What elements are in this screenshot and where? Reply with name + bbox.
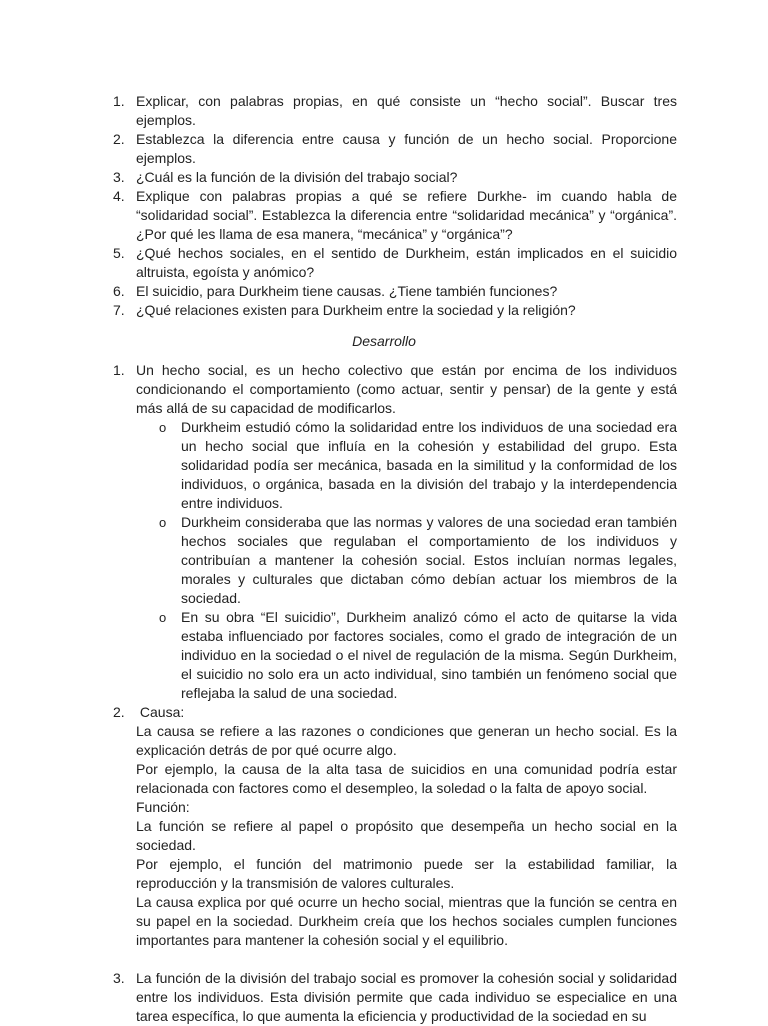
question-text: Explique con palabras propias a qué se refiere Durkhe- im cuando habla de “solidaridad social”. Establezca la diferencia entre “solidaridad mecánica” y “orgánica”. ¿Por qué les llama de esa manera, “mecánica” y “orgánica”? [136, 188, 677, 242]
document-page [0, 92, 768, 1026]
answer-line: Por ejemplo, la causa de la alta tasa de suicidios en una comunidad podría estar relacionada con factores como el desempleo, la soledad o la falta de apoyo social. [136, 761, 677, 796]
question-list [0, 92, 768, 320]
sub-item: o En su obra “El suicidio”, Durkheim analizó cómo el acto de quitarse la vida estaba influenciado por factores sociales, como el grado de integración de un individuo en la sociedad o el nivel de regulación de la misma. Según Durkheim, el suicidio no solo era un acto individual, sino también un fenómeno social que reflejaba la salud de una sociedad. [159, 609, 677, 701]
answer-item-2: 2. Causa: La causa se refiere a las razones o condiciones que generan un hecho social. Es la explicación detrás de por qué ocurre algo. Por ejemplo, la causa de la alta tasa de suicidios en una comunidad podría estar relacionada con factores como el desempleo, la soledad o la falta de apoyo social. Función: La función se refiere al papel o propósito que desempeña un hecho social en la sociedad. Por ejemplo, el función del matrimonio puede ser la estabilidad familiar, la reproducción y la transmisión de valores culturales. La causa explica por qué ocurre un hecho social, mientras que la función se centra en su papel en la sociedad. Durkheim creía que los hechos sociales cumplen funciones importantes para mantener la cohesión social y el equilibrio. [113, 704, 677, 948]
sub-item: o Durkheim estudió cómo la solidaridad entre los individuos de una sociedad era un hecho social que influía en la cohesión y estabilidad del grupo. Esta solidaridad podía ser mecánica, basada en la similitud y la conformidad de los individuos, o orgánica, basada en la división del trabajo y la interdependencia entre individuos. [159, 419, 677, 511]
answer-line: Por ejemplo, el función del matrimonio puede ser la estabilidad familiar, la reproducción y la transmisión de valores culturales. [136, 856, 677, 891]
question-text: El suicidio, para Durkheim tiene causas. ¿Tiene también funciones? [136, 283, 558, 299]
spacer [136, 950, 677, 969]
question-item: 4. Explique con palabras propias a qué se refiere Durkhe- im cuando habla de “solidaridad social”. Establezca la diferencia entre “solidaridad mecánica” y “orgánica”. ¿Por qué les llama de esa manera, “mecánica” y “orgánica”? [113, 188, 677, 242]
answer-list [0, 361, 768, 1026]
answer-line: Causa: [136, 704, 185, 720]
answer-line: La función se refiere al papel o propósito que desempeña un hecho social en la sociedad. [136, 818, 677, 853]
question-item: 2. Establezca la diferencia entre causa y función de un hecho social. Proporcione ejemplos. [113, 131, 677, 166]
bullet-icon: o [159, 420, 167, 435]
question-text: ¿Qué hechos sociales, en el sentido de Durkheim, están implicados en el suicidio altruista, egoísta y anómico? [136, 245, 677, 280]
answer-sublist [136, 418, 677, 703]
answer-item-1: 1. Un hecho social, es un hecho colectivo que están por encima de los individuos condicionando el comportamiento (como actuar, sentir y pensar) de la gente y está más allá de su capacidad de modificarlos. o Durkheim estudió cómo la solidaridad entre los individuos de una sociedad era un hecho social que influía en la cohesión y estabilidad del grupo. Esta solidaridad podía ser mecánica, basada en la similitud y la conformidad de los individuos, o orgánica, basada en la división del trabajo y la interdependencia entre individuos. o Durkheim consideraba que las normas y valores de una sociedad eran también hechos sociales que regulaban el comportamiento de los individuos y contribuían a mantener la cohesión social. Estos incluían normas legales, morales y culturales que dictaban cómo debían actuar los miembros de la sociedad. o En su obra “El suicidio”, Durkheim analizó cómo el acto de quitarse la vida estaba influenciado por factores sociales, como el grado de integración de un individuo en la sociedad o el nivel de regulación de la misma. Según Durkheim, el suicidio no solo era un acto individual, sino también un fenómeno social que reflejaba la salud de una sociedad. [113, 362, 677, 701]
question-item: 1. Explicar, con palabras propias, en qué consiste un “hecho social”. Buscar tres ejemplos. [113, 93, 677, 128]
answer-text: La función de la división del trabajo social es promover la cohesión social y solidaridad entre los individuos. Esta división permite que cada individuo se especialice en una tarea específica, lo que aumenta la eficiencia y productividad de la sociedad en su [136, 970, 677, 1024]
bullet-icon: o [159, 515, 167, 530]
question-item: 3. ¿Cuál es la función de la división del trabajo social? [113, 169, 458, 185]
answer-item-3: 3. La función de la división del trabajo social es promover la cohesión social y solidaridad entre los individuos. Esta división permite que cada individuo se especialice en una tarea específica, lo que aumenta la eficiencia y productividad de la sociedad en su [113, 970, 677, 1024]
question-item: 7. ¿Qué relaciones existen para Durkheim entre la sociedad y la religión? [113, 302, 576, 318]
answer-text: Un hecho social, es un hecho colectivo que están por encima de los individuos condicionando el comportamiento (como actuar, sentir y pensar) de la gente y está más allá de su capacidad de modificarlos. [136, 362, 677, 416]
question-text: Explicar, con palabras propias, en qué consiste un “hecho social”. Buscar tres ejemplos. [136, 93, 677, 128]
question-text: Establezca la diferencia entre causa y función de un hecho social. Proporcione ejemplos. [136, 131, 677, 166]
bullet-icon: o [159, 610, 167, 625]
sub-item: o Durkheim consideraba que las normas y valores de una sociedad eran también hechos sociales que regulaban el comportamiento de los individuos y contribuían a mantener la cohesión social. Estos incluían normas legales, morales y culturales que dictaban cómo debían actuar los miembros de la sociedad. [159, 514, 677, 606]
answer-line: La causa explica por qué ocurre un hecho social, mientras que la función se centra en su papel en la sociedad. Durkheim creía que los hechos sociales cumplen funciones importantes para mantener la cohesión social y el equilibrio. [136, 894, 677, 948]
question-text: ¿Cuál es la función de la división del trabajo social? [136, 169, 458, 185]
question-item: 6. El suicidio, para Durkheim tiene causas. ¿Tiene también funciones? [113, 283, 558, 299]
question-text: ¿Qué relaciones existen para Durkheim entre la sociedad y la religión? [136, 302, 576, 318]
answer-line: La causa se refiere a las razones o condiciones que generan un hecho social. Es la explicación detrás de por qué ocurre algo. [136, 723, 677, 758]
section-title: Desarrollo [352, 333, 416, 349]
question-item: 5. ¿Qué hechos sociales, en el sentido de Durkheim, están implicados en el suicidio altruista, egoísta y anómico? [113, 245, 677, 280]
answer-line: Función: [136, 799, 190, 815]
